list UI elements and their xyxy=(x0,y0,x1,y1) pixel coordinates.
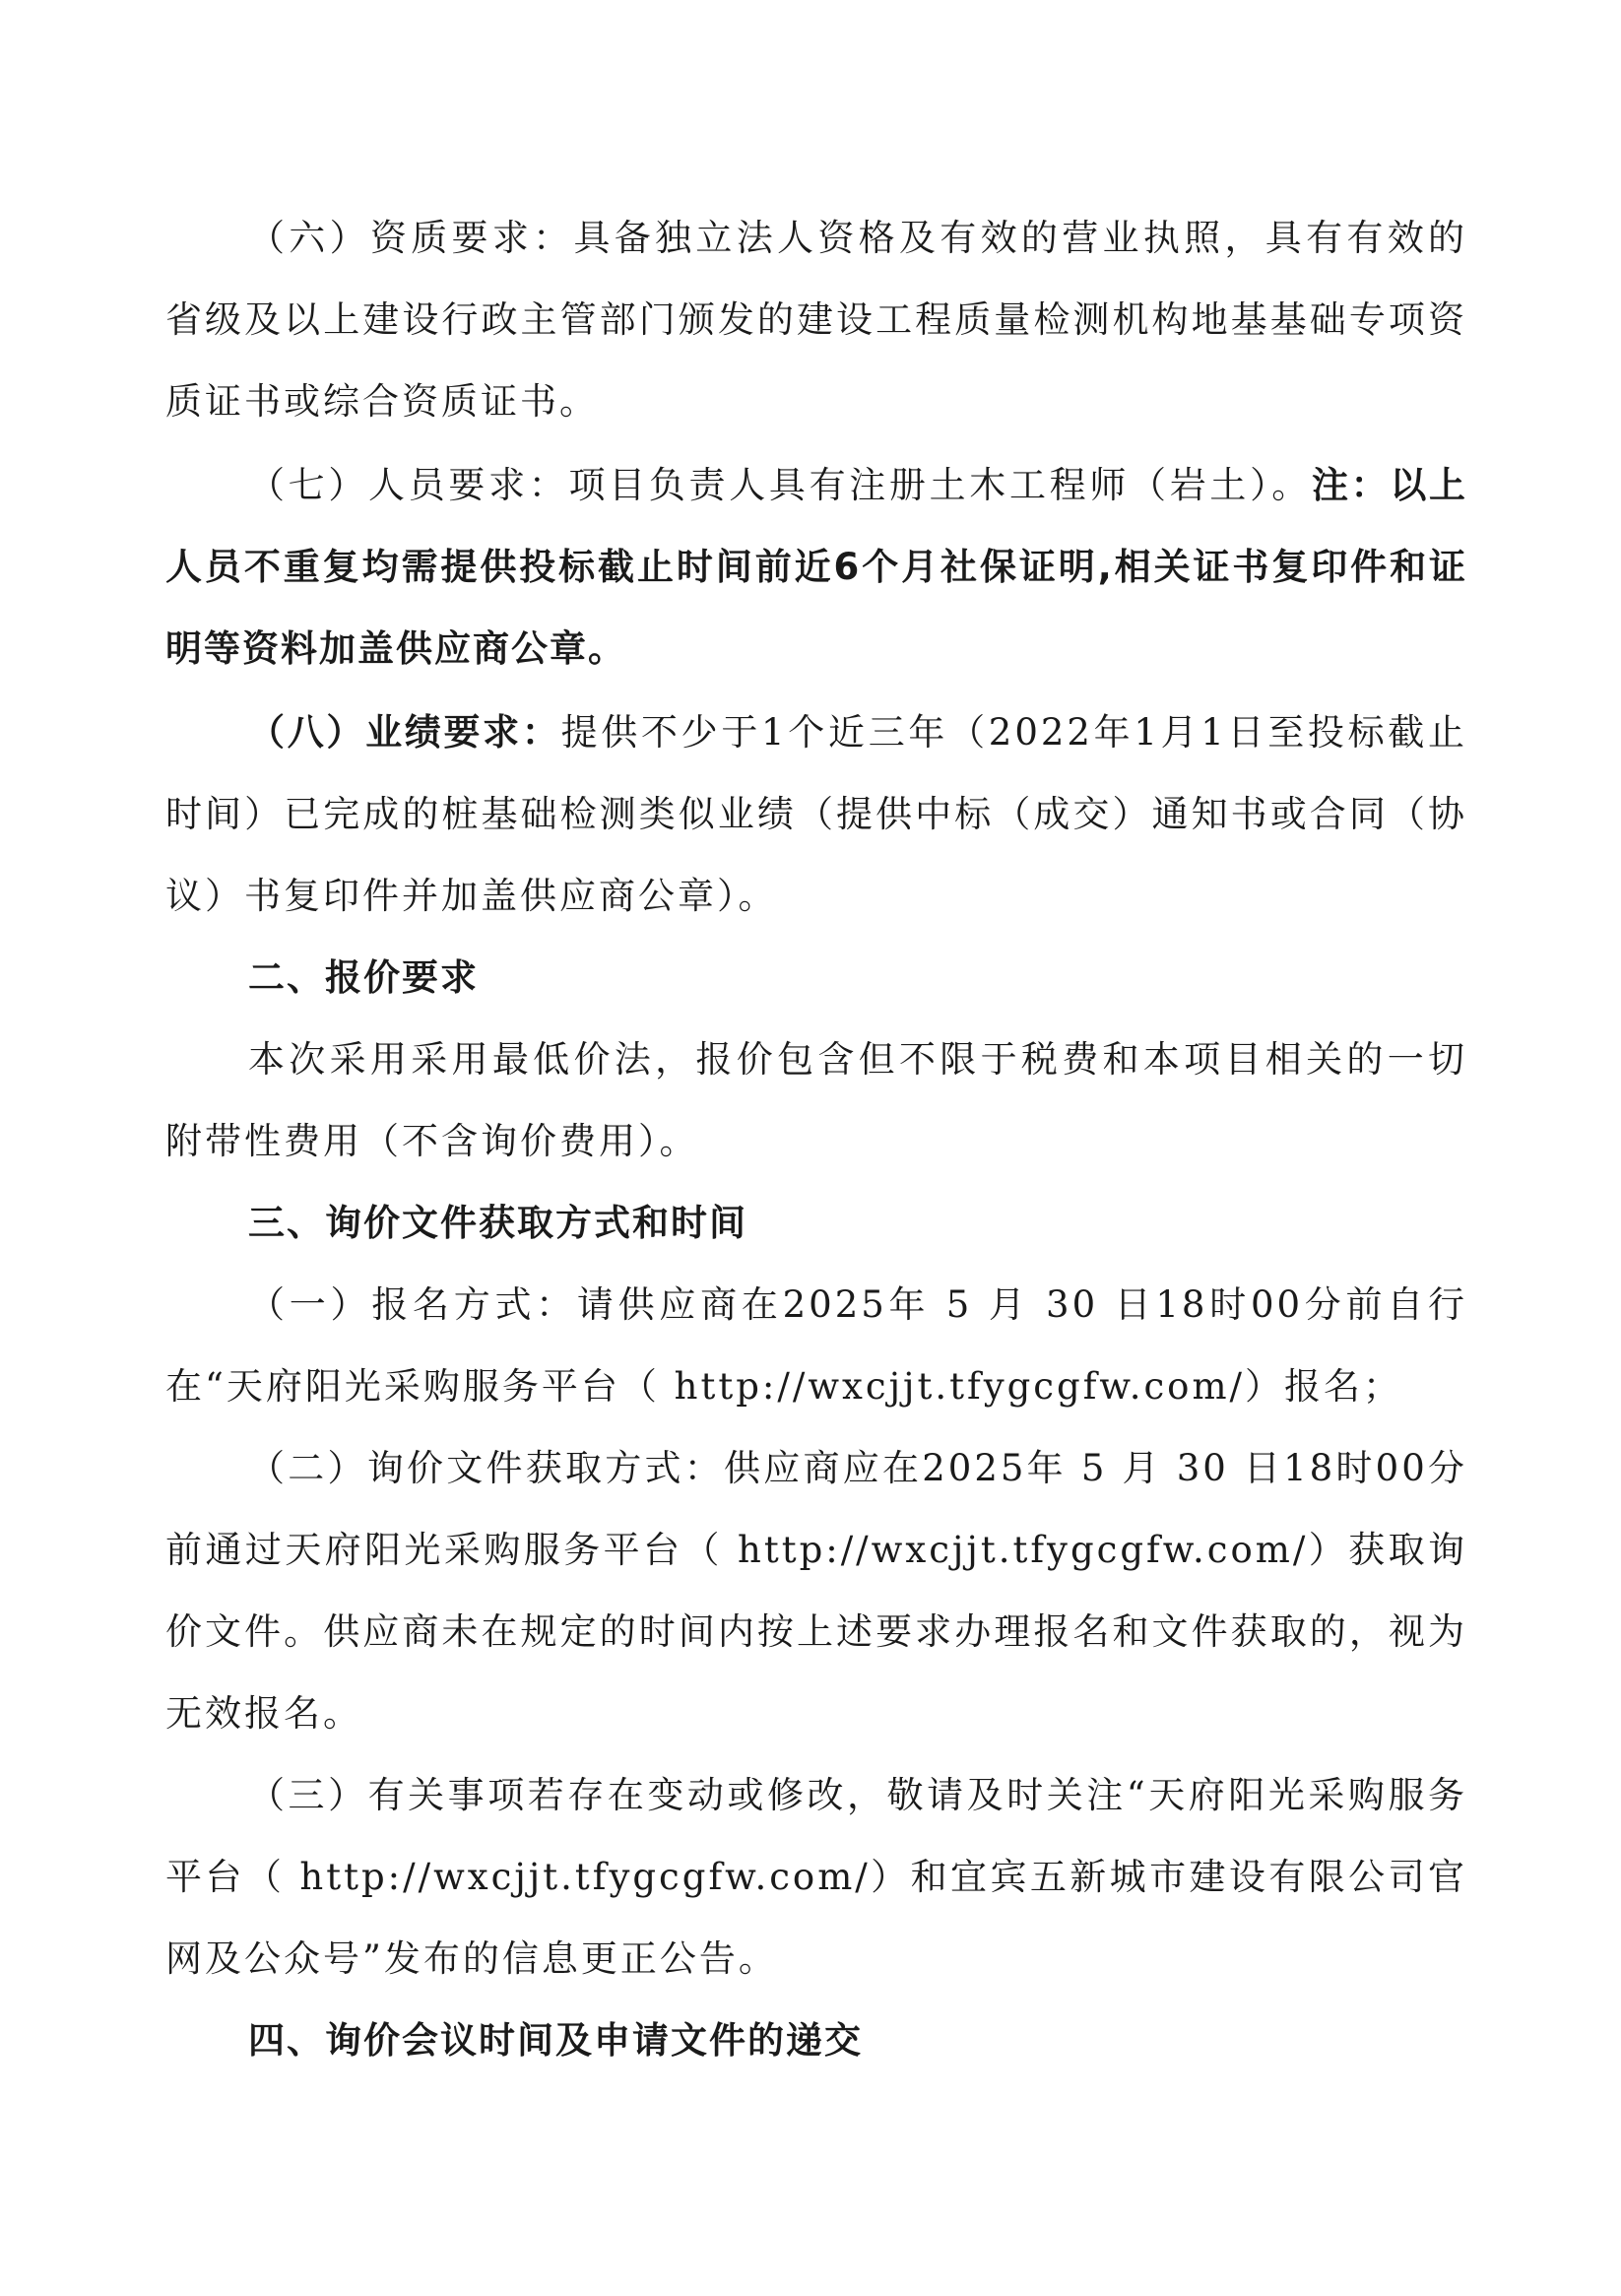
section-heading-document-acquisition: 三、询价文件获取方式和时间 xyxy=(248,1202,747,1244)
personnel-requirement-paragraph xyxy=(165,444,1467,689)
qualification-requirement-paragraph xyxy=(165,197,1467,442)
personnel-requirement-text: （七）人员要求：项目负责人具有注册土木工程师（岩土）。 xyxy=(248,464,1312,506)
qualification-requirement-text: （六）资质要求：具备独立法人资格及有效的营业执照，具有有效的省级及以上建设行政主管部门颁发的建设工程质量检测机构地基基础专项资质证书或综合资质证书。 xyxy=(165,217,1467,423)
registration-method-paragraph xyxy=(165,1264,1467,1427)
registration-method-text: （一）报名方式：请供应商在2025年 5 月 30 日18时00分前自行在“天府阳光采购服务平台（ http://wxcjjt.tfygcgfw.com/）报名； xyxy=(165,1283,1467,1408)
quotation-text: 本次采用采用最低价法，报价包含但不限于税费和本项目相关的一切附带性费用（不含询价费用）。 xyxy=(165,1038,1467,1162)
performance-requirement-paragraph xyxy=(165,691,1467,937)
section-heading-meeting-submission: 四、询价会议时间及申请文件的递交 xyxy=(248,2019,863,2062)
change-notice-text: （三）有关事项若存在变动或修改，敬请及时关注“天府阳光采购服务平台（ http://wxcjjt.tfygcgfw.com/）和宜宾五新城市建设有限公司官网及公众号”发布的信息更正公告。 xyxy=(165,1774,1467,1980)
personnel-requirement-note: 注：以上人员不重复均需提供投标截止时间前近6个月社保证明,相关证书复印件和证明等资料加盖供应商公章。 xyxy=(165,464,1468,670)
change-notice-paragraph xyxy=(165,1754,1467,2000)
quotation-paragraph xyxy=(165,1018,1467,1182)
document-acquisition-text: （二）询价文件获取方式：供应商应在2025年 5 月 30 日18时00分前通过天府阳光采购服务平台（ http://wxcjjt.tfygcgfw.com/）获取询价文件。供应商未在规定的时间内按上述要求办理报名和文件获取的，视为无效报名。 xyxy=(165,1447,1467,1735)
section-heading-quotation: 二、报价要求 xyxy=(248,956,479,999)
performance-requirement-lead: （八）业绩要求： xyxy=(248,711,561,754)
document-acquisition-paragraph xyxy=(165,1427,1467,1754)
document-body xyxy=(165,197,1467,2081)
performance-requirement-text: 提供不少于1个近三年（2022年1月1日至投标截止时间）已完成的桩基础检测类似业绩（提供中标（成交）通知书或合同（协议）书复印件并加盖供应商公章）。 xyxy=(165,711,1467,917)
